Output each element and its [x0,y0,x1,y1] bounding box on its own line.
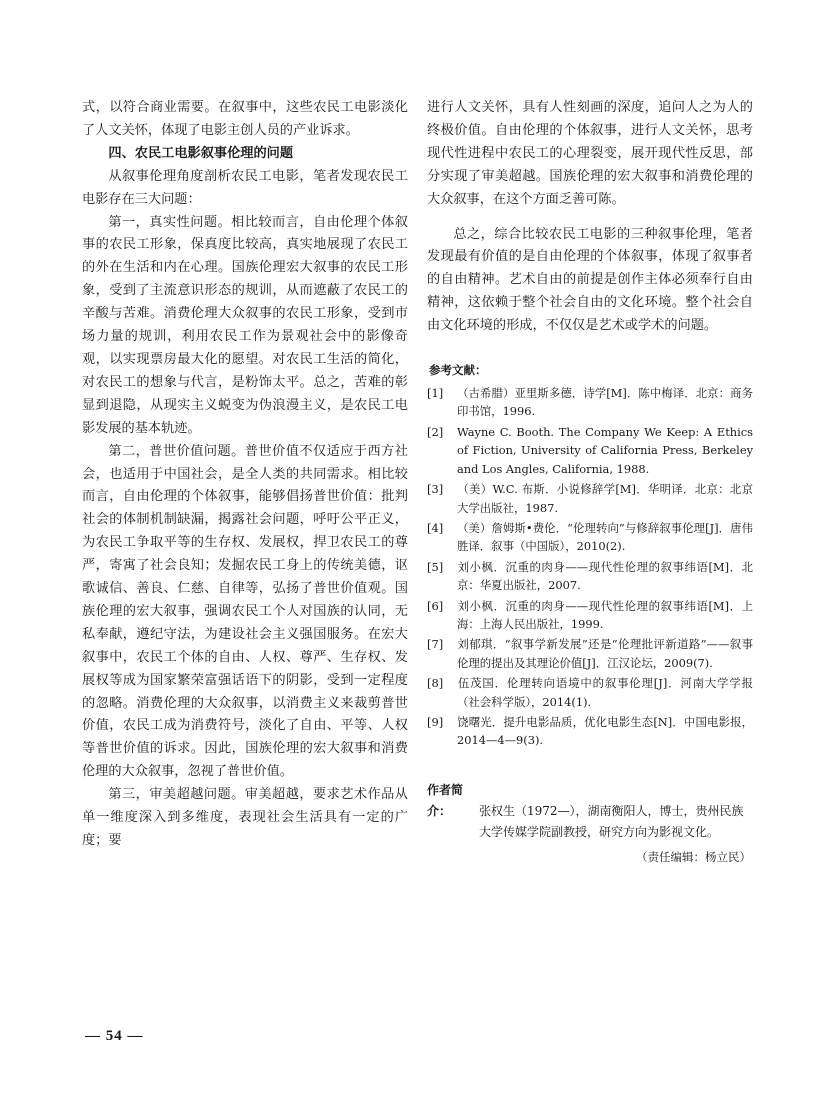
reference-list [427,384,753,750]
section-heading: 四、农民工电影叙事伦理的问题 [108,145,294,161]
author-bio-label: 作者简介： [427,782,464,818]
reference-item [427,519,753,556]
author-bio-text: 张权生（1972—），湖南衡阳人，博士，贵州民族大学传媒学院副教授，研究方向为影视文化。 [479,803,744,839]
body-paragraph: 第三，审美超越问题。审美超越，要求艺术作品从单一维度深入到多维度，表现社会生活具有一定的广度；要 [82,787,408,848]
reference-item [427,635,753,672]
body-paragraph: 式，以符合商业需要。在叙事中，这些农民工电影淡化了人文关怀，体现了电影主创人员的产业诉求。 [82,100,408,138]
reference-item [427,384,753,421]
reference-item [427,558,753,595]
right-column [427,97,753,865]
reference-text: 伍茂国．伦理转向语境中的叙事伦理[J]．河南大学学报（社会科学版），2014(1). [457,676,753,709]
body-paragraph: 进行人文关怀，具有人性刻画的深度，追问人之为人的终极价值。自由伦理的个体叙事，进行人文关怀，思考现代性进程中农民工的心理裂变，展开现代性反思，部分实现了审美超越。国族伦理的宏大叙事和消费伦理的大众叙事，在这个方面乏善可陈。 [427,100,753,207]
reference-item [427,480,753,517]
reference-number: [7] [427,637,444,652]
body-paragraph: 总之，综合比较农民工电影的三种叙事伦理，笔者发现最有价值的是自由伦理的个体叙事，体现了叙事者的自由精神。艺术自由的前提是创作主体必须奉行自由精神，这依赖于整个社会自由的文化环境。整个社会自由文化环境的形成，不仅仅是艺术或学术的问题。 [427,226,753,334]
reference-number: [6] [427,598,444,613]
reference-item [427,423,753,478]
reference-number: [4] [427,520,444,535]
reference-number: [1] [427,386,444,401]
reference-item [427,674,753,711]
reference-item [427,713,753,750]
references-title: 参考文献： [429,363,487,378]
reference-text: （美）詹姆斯•费伦．“伦理转向”与修辞叙事伦理[J]．唐伟胜译．叙事（中国版），2010(2). [457,520,753,554]
body-paragraph: 第二，普世价值问题。普世价值不仅适应于西方社会，也适用于中国社会，是全人类的共同需求。相比较而言，自由伦理的个体叙事，能够倡扬普世价值：批判社会的体制机制缺漏，揭露社会问题，呼吁公平正义，为农民工争取平等的生存权、发展权，捍卫农民工的尊严，寄寓了社会良知；发掘农民工身上的传统美德，讴歌诚信、善良、仁慈、自律等，弘扬了普世价值观。国族伦理的宏大叙事，强调农民工个人对国族的认同，无私奉献，遵纪守法，为建设社会主义强国服务。在宏大叙事中，农民工个体的自由、人权、尊严、生存权、发展权等成为国家繁荣富强话语下的阴影，受到一定程度的忽略。消费伦理的大众叙事，以消费主义来裁剪普世价值，农民工成为消费符号，淡化了自由、平等、人权等普世价值的诉求。因此，国族伦理的宏大叙事和消费伦理的大众叙事，忽视了普世价值。 [82,443,408,780]
responsible-editor: （责任编辑：杨立民） [636,849,751,864]
reference-number: [3] [427,482,444,497]
reference-number: [2] [427,424,444,439]
reference-text: 刘小枫．沉重的肉身——现代性伦理的叙事纬语[M]．上海：上海人民出版社，1999. [457,598,753,631]
page-number: — 54 — [85,1028,144,1044]
reference-number: [8] [427,676,444,691]
body-paragraph: 第一，真实性问题。相比较而言，自由伦理个体叙事的农民工形象，保真度比较高，真实地展现了农民工的外在生活和内在心理。国族伦理宏大叙事的农民工形象，受到了主流意识形态的规训，从而遮蔽了农民工的辛酸与苦难。消费伦理大众叙事的农民工形象，受到市场力量的规训，利用农民工作为景观社会中的影像奇观，以实现票房最大化的愿望。对农民工生活的简化，对农民工的想象与代言，是粉饰太平。总之，苦难的彰显到退隐，从现实主义蜕变为伪浪漫主义，是农民工电影发展的基本轨迹。 [82,214,408,436]
author-bio [427,780,753,843]
reference-item [427,597,753,634]
body-paragraph: 从叙事伦理角度剖析农民工电影，笔者发现农民工电影存在三大问题： [82,168,408,207]
reference-text: （古希腊）亚里斯多德．诗学[M]．陈中梅译．北京：商务印书馆，1996. [457,386,753,419]
reference-text: 刘小枫．沉重的肉身——现代性伦理的叙事纬语[M]．北京：华夏出版社，2007. [457,559,753,593]
reference-text: （美）W.C. 布斯．小说修辞学[M]．华明译．北京：北京大学出版社，1987. [457,482,753,515]
left-column [82,97,408,853]
reference-text: Wayne C. Booth. The Company We Keep: A Ethics of Fiction, University of California Press, Berkeley and Los Angles, California, 1988. [457,424,753,476]
reference-number: [5] [427,559,444,574]
reference-number: [9] [427,714,444,729]
reference-text: 饶曙光．提升电影品质，优化电影生态[N]．中国电影报，2014—4—9(3). [457,714,753,748]
reference-text: 刘郁琪．“叙事学新发展”还是“伦理批评新道路”——叙事伦理的提出及其理论价值[J]．江汉论坛，2009(7). [457,637,753,670]
